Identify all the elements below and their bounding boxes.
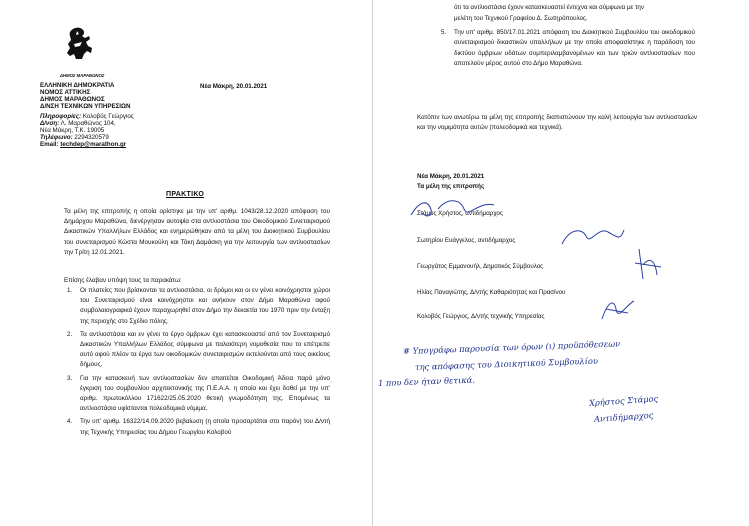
list-item-5 <box>441 28 695 69</box>
list-item-text: Τα αντλιοστάσια και εν γένει το έργο όμβριων έχει κατασκευαστεί από τον Συνεταιρισμό Δικαστικών Υπαλλήλων Ελλάδος σύμφωνα με παλαιότερη νομοθεσία που το επέτρεπε αυτό αφού πλέον τα έργα των οικοδομικών συνεταιρισμών εκτελούνται από τους οικείους δήμους. <box>80 330 330 369</box>
list-item-number: 5. <box>441 29 447 36</box>
signature-member-5 <box>598 295 638 325</box>
member-line-5: Κολοβός Γεώργιος, Δ/ντής τεχνικής Υπηρεσίας <box>417 313 545 320</box>
document-page-right <box>373 0 749 526</box>
list-item-number: 2. <box>67 330 73 338</box>
committee-members-title: Τα μέλη της επιτροπής <box>417 183 485 190</box>
member-line-2: Σωτηρίου Ευάγγελος, αντιδήμαρχος <box>417 237 516 244</box>
header-line-3: ΔΗΜΟΣ ΜΑΡΑΘΩΝΟΣ <box>40 96 105 103</box>
info-label-contact: Πληροφορίες: <box>40 113 82 120</box>
list-item <box>64 286 330 327</box>
handwritten-signer-name: Χρήστος Στάμος <box>588 393 659 408</box>
handwritten-note-line-3: 1 που δεν ήταν θετικά. <box>377 374 476 388</box>
conclusion-paragraph: Κατόπιν των ανωτέρω τα μέλη της επιτροπής διαπιστώνουν την καλή λειτουργία των αντλιοστασίων και την νομιμότητα αυτών (πολεοδομικά και τεχνικά). <box>417 114 697 132</box>
list-item-text: Για την κατασκευή των αντλιοστασίων δεν απαιτείται Οικοδομική Άδεια παρά μόνο έγκριση του συμβουλίου αρχιτεκτονικής της Π.Ε.Α.Α. η οποία και έχει δοθεί με την υπ' αριθμ. πρωτοκόλλου 171622/25.05.2020 θετική γνωμοδότηση της. Επομένως τα αντλιοστάσια υφίστανται πολεοδομικά νόμιμα. <box>80 374 330 413</box>
logo-caption: ΔΗΜΟΣ ΜΑΡΑΘΩΝΟΣ <box>60 73 105 78</box>
info-value-city: Νέα Μάκρη, Τ.Κ. 19005 <box>40 127 105 134</box>
header-line-1: ΕΛΛΗΝΙΚΗ ΔΗΜΟΚΡΑΤΙΑ <box>40 82 115 89</box>
document-page-left <box>0 0 373 526</box>
info-value-phone: 2294320579 <box>74 134 109 141</box>
info-row-email <box>40 141 126 148</box>
list-item-text: Οι πλατείες που βρίσκονται τα αντλιοστάσια, οι δρόμοι και οι εν γένει κοινόχρηστοι χώροι του Συνεταιρισμού είναι κοινόχρηστοι και ανήκουν στον Δήμο Μαραθώνα αφού συμβολαιογραφικά έχουν παραχωρηθεί στον Δήμο την δεκαετία του 1970 πριν την ένταξη της περιοχής στο Σχέδιο πόλης. <box>80 287 330 325</box>
info-label-phone: Τηλέφωνο: <box>40 134 73 141</box>
list-item-text: Την υπ' αριθμ. 850/17.01.2021 απόφαση του Διοικητικού Συμβουλίου του οικοδομικού συνεταιρισμού δικαστικών υπαλλήλων με την οποία αποφασίστηκε η παράδοση του δικτύου όμβριων υδάτων συμπεριλαμβανομένων και των τριών αντλιοστασίων που αποτελούν μέρος αυτού στο Δήμο Μαραθώνα. <box>454 29 695 67</box>
info-label-address: Δ/νση: <box>40 120 60 127</box>
considerations-list <box>64 286 330 438</box>
header-line-4: Δ/ΝΣΗ ΤΕΧΝΙΚΩΝ ΥΠΗΡΕΣΙΩΝ <box>40 103 131 110</box>
also-took-line: Επίσης έλαβαν υπόψη τους τα παρακάτω: <box>64 277 182 284</box>
list-item-number: 4. <box>67 418 73 426</box>
handwritten-note-line-2: της απόφασης του Διοικητικού Συμβουλίου <box>414 355 599 372</box>
list-item <box>64 417 330 437</box>
list-item-text: Την υπ' αριθμ. 16322/14.09.2020 βεβαίωση (η οποία προσαρτάται στο παρόν) του Δ/ντή της Τεχνικής Υπηρεσίας του Δήμου Γεωργίου Κολοβού <box>80 418 330 436</box>
member-line-3: Γεωργάτος Εμμανουήλ, Δημοτικός Σύμβουλος <box>417 263 544 270</box>
info-value-email: techdep@marathon.gr <box>60 141 127 148</box>
continuation-line-1: ότι τα αντλιοστάσια έχουν κατασκευαστεί έντεχνα και σύμφωνα με την <box>454 4 644 11</box>
handwritten-signer-title: Αντιδήμαρχος <box>593 409 654 424</box>
list-item <box>64 374 330 415</box>
list-item <box>64 330 330 371</box>
left-place-date: Νέα Μάκρη, 20.01.2021 <box>200 83 268 90</box>
signature-member-3 <box>633 245 663 285</box>
list-item-number: 3. <box>67 374 73 382</box>
right-place-date: Νέα Μάκρη, 20.01.2021 <box>417 173 485 180</box>
list-item-number: 1. <box>67 287 73 294</box>
header-line-2: ΝΟΜΟΣ ΑΤΤΙΚΗΣ <box>40 89 91 96</box>
marathon-municipality-logo <box>60 26 98 68</box>
member-line-4: Ηλίας Παναγιώτης, Δ/ντής Καθαριότητας και Πρασίνου <box>417 289 566 296</box>
signature-member-2 <box>558 222 628 252</box>
continuation-line-2: μελέτη του Τεχνικού Γραφείου Δ. Σωτηρόπουλος. <box>454 15 588 22</box>
info-value-address: Λ. Μαραθώνος 104, <box>60 120 116 127</box>
info-label-email: Email: <box>40 141 59 148</box>
info-value-contact: Κολοβός Γεώργιος <box>82 113 134 120</box>
signature-member-1 <box>408 195 498 225</box>
intro-paragraph: Τα μέλη της επιτροπής η οποία ορίστηκε με την υπ' αριθμ. 1043/28.12.2020 απόφαση του Δημάρχου Μαραθώνα, διενέργησαν αυτοψία στα αντλιοστάσια του Οικοδομικού Συνεταιρισμού Δικαστικών Υπαλλήλων Ελλάδος και ενημερώθηκαν από τα μέλη του Διοικητικού Συμβουλίου του συνεταιρισμού Κώστα Μουκούλη και Τάκη Δαμάσκη για την λειτουργία των αντλιοστασίων την Τρίτη 12.01.2021. <box>64 208 330 256</box>
document-title: ΠΡΑΚΤΙΚΟ <box>166 191 205 198</box>
member-line-1: Στάμος Χρήστος, αντιδήμαρχος <box>417 210 503 217</box>
handwritten-note-line-1: # Υπογράφω παρουσία των όρων (ι) προϋπόθεσεων <box>402 338 621 356</box>
